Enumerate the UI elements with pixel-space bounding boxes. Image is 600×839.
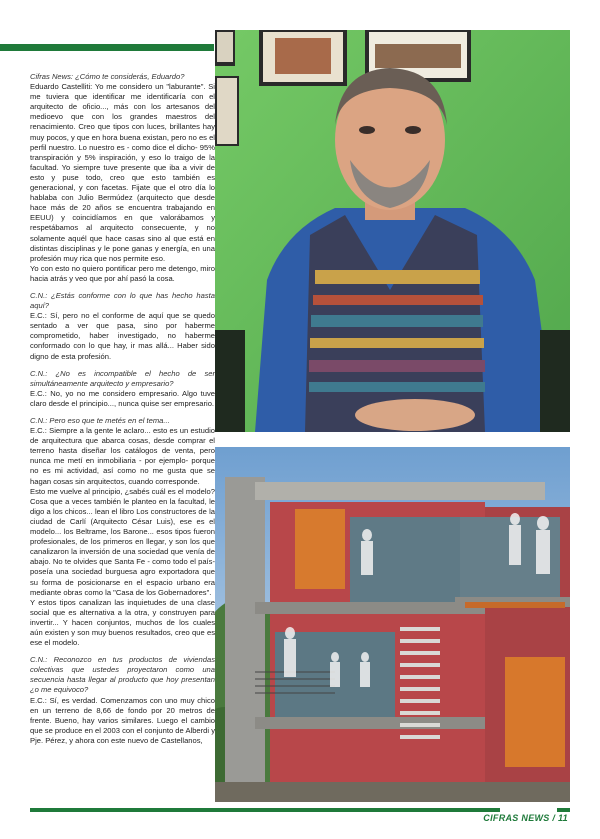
- interview-answer: E.C.: Siempre a la gente le aclaro... esto es un estudio de arquitectura que abarca cosas, desde comprar el terreno hasta diseñar los catálogos de venta, pero nunca me metí en inmobiliaria - por ejemplo- porque no es mi actividad, así como no me gusta que se hagan cosas sin arquitectos, cuando corresponde.: [30, 426, 215, 486]
- interview-answer: E.C.: No, yo no me considero empresario. Algo tuve claro desde el principio..., nunca quise ser empresario.: [30, 388, 215, 408]
- interview-answer: Yo con esto no quiero pontificar pero me detengo, miro hacia atrás y veo que por ahí pasó la cosa.: [30, 263, 215, 283]
- page-number: 11: [558, 813, 568, 823]
- page-footer: [483, 813, 568, 823]
- portrait-photo: [215, 30, 570, 432]
- interview-question: C.N.: ¿Estás conforme con lo que has hecho hasta aquí?: [30, 290, 215, 311]
- article-column: [30, 72, 215, 746]
- interview-answer: E.C.: Sí, es verdad. Comenzamos con uno muy chico en un terreno de 8,66 de fondo por 20 metros de frente. Bueno, hay varios similares. Luego el cambio que se produce en el 2003 con el conjunto de Alberdi y Pje. Pérez, y ahora con este nuevo de Castellanos,: [30, 695, 215, 745]
- interview-question: Cifras News: ¿Cómo te considerás, Eduardo?: [30, 72, 185, 81]
- building-illustration: [215, 447, 570, 802]
- interview-question: C.N.: Pero eso que te metés en el tema...: [30, 416, 170, 425]
- interview-answer: Esto me vuelve al principio, ¿sabés cuál es el modelo? Cosa que a veces también le planteo en la facultad, le digo a los chicos... lean el libro Los constructores de la ciudad de Carlí (Arquitecto César Luis), ese es el modelo... los Beltrame, los Barone... esos tipos fueron profesionales, de los primeros en llegar, y son los que canalizaron la inversión de una sociedad que venía de abajo. No te olvides que Santa Fe - como todo el país- poseía una sociedad burguesa agro exportadora que su forma de posicionarse en el espacio urbano era mediante obras como la "Casa de los Gobernadores".: [30, 486, 215, 597]
- interview-answer: Eduardo Castelliti: Yo me considero un "laburante". Si me tuviera que identificar me identificaría con el arquitecto de oficio..., más con los artesanos del medioevo que con los grandes maestros del renacimiento. Creo que tipos con luces, brillantes hay muy pocos, y que en hora buena existan, pero no es el perfil nuestro. Lo nuestro es - como dice el dicho- 95% transpiración y 5% inspiración, y eso lo traigo de la facultad. Yo siempre tuve presente que iba a vivir de esto y puse todo, creo que esto también es generacional, y con facetas. Fijate que el otro día lo hablaba con Julio Bermúdez (arquitecto que desde hace más de 20 años se encuentra trabajando en EEUU) y coincidíamos en que valorábamos y respetábamos al arquitecto consecuente, y no solamente aquél que hace casas sino al que está en distintas disciplinas y le pone ganas y energía, en una profesión muy rica que nos permite eso.: [30, 82, 215, 263]
- magazine-name: CIFRAS NEWS: [483, 813, 550, 823]
- footer-separator: /: [552, 813, 556, 823]
- bottom-accent-bar: [30, 808, 500, 812]
- portrait-illustration: [215, 30, 570, 432]
- interview-answer: E.C.: Sí, pero no el conforme de aquí que se quedo sentado a ver que pasa, sino por haberme comprometido, haber investigado, no haberme conformado con lo que hay, ir mas allá... Haber sido digno de esta profesión.: [30, 311, 215, 361]
- interview-question: C.N.: ¿No es incompatible el hecho de ser simultáneamente arquitecto y empresario?: [30, 368, 215, 388]
- bottom-accent-bar-end: [557, 808, 570, 812]
- building-render: [215, 447, 570, 802]
- interview-question: C.N.: Reconozco en tus productos de viviendas colectivas que ustedes proyectaron como una secuencia hasta llegar al producto que hoy presentan ¿o me equivoco?: [30, 655, 215, 695]
- top-accent-bar: [0, 44, 214, 51]
- interview-answer: Y estos tipos canalizan las inquietudes de una clase social que es alternativa a la otra, y construyen para invertir... Y hacen conjuntos, muchos de los cuales aún existen y son muy buenos resultados, creo que es ese el modelo.: [30, 597, 215, 648]
